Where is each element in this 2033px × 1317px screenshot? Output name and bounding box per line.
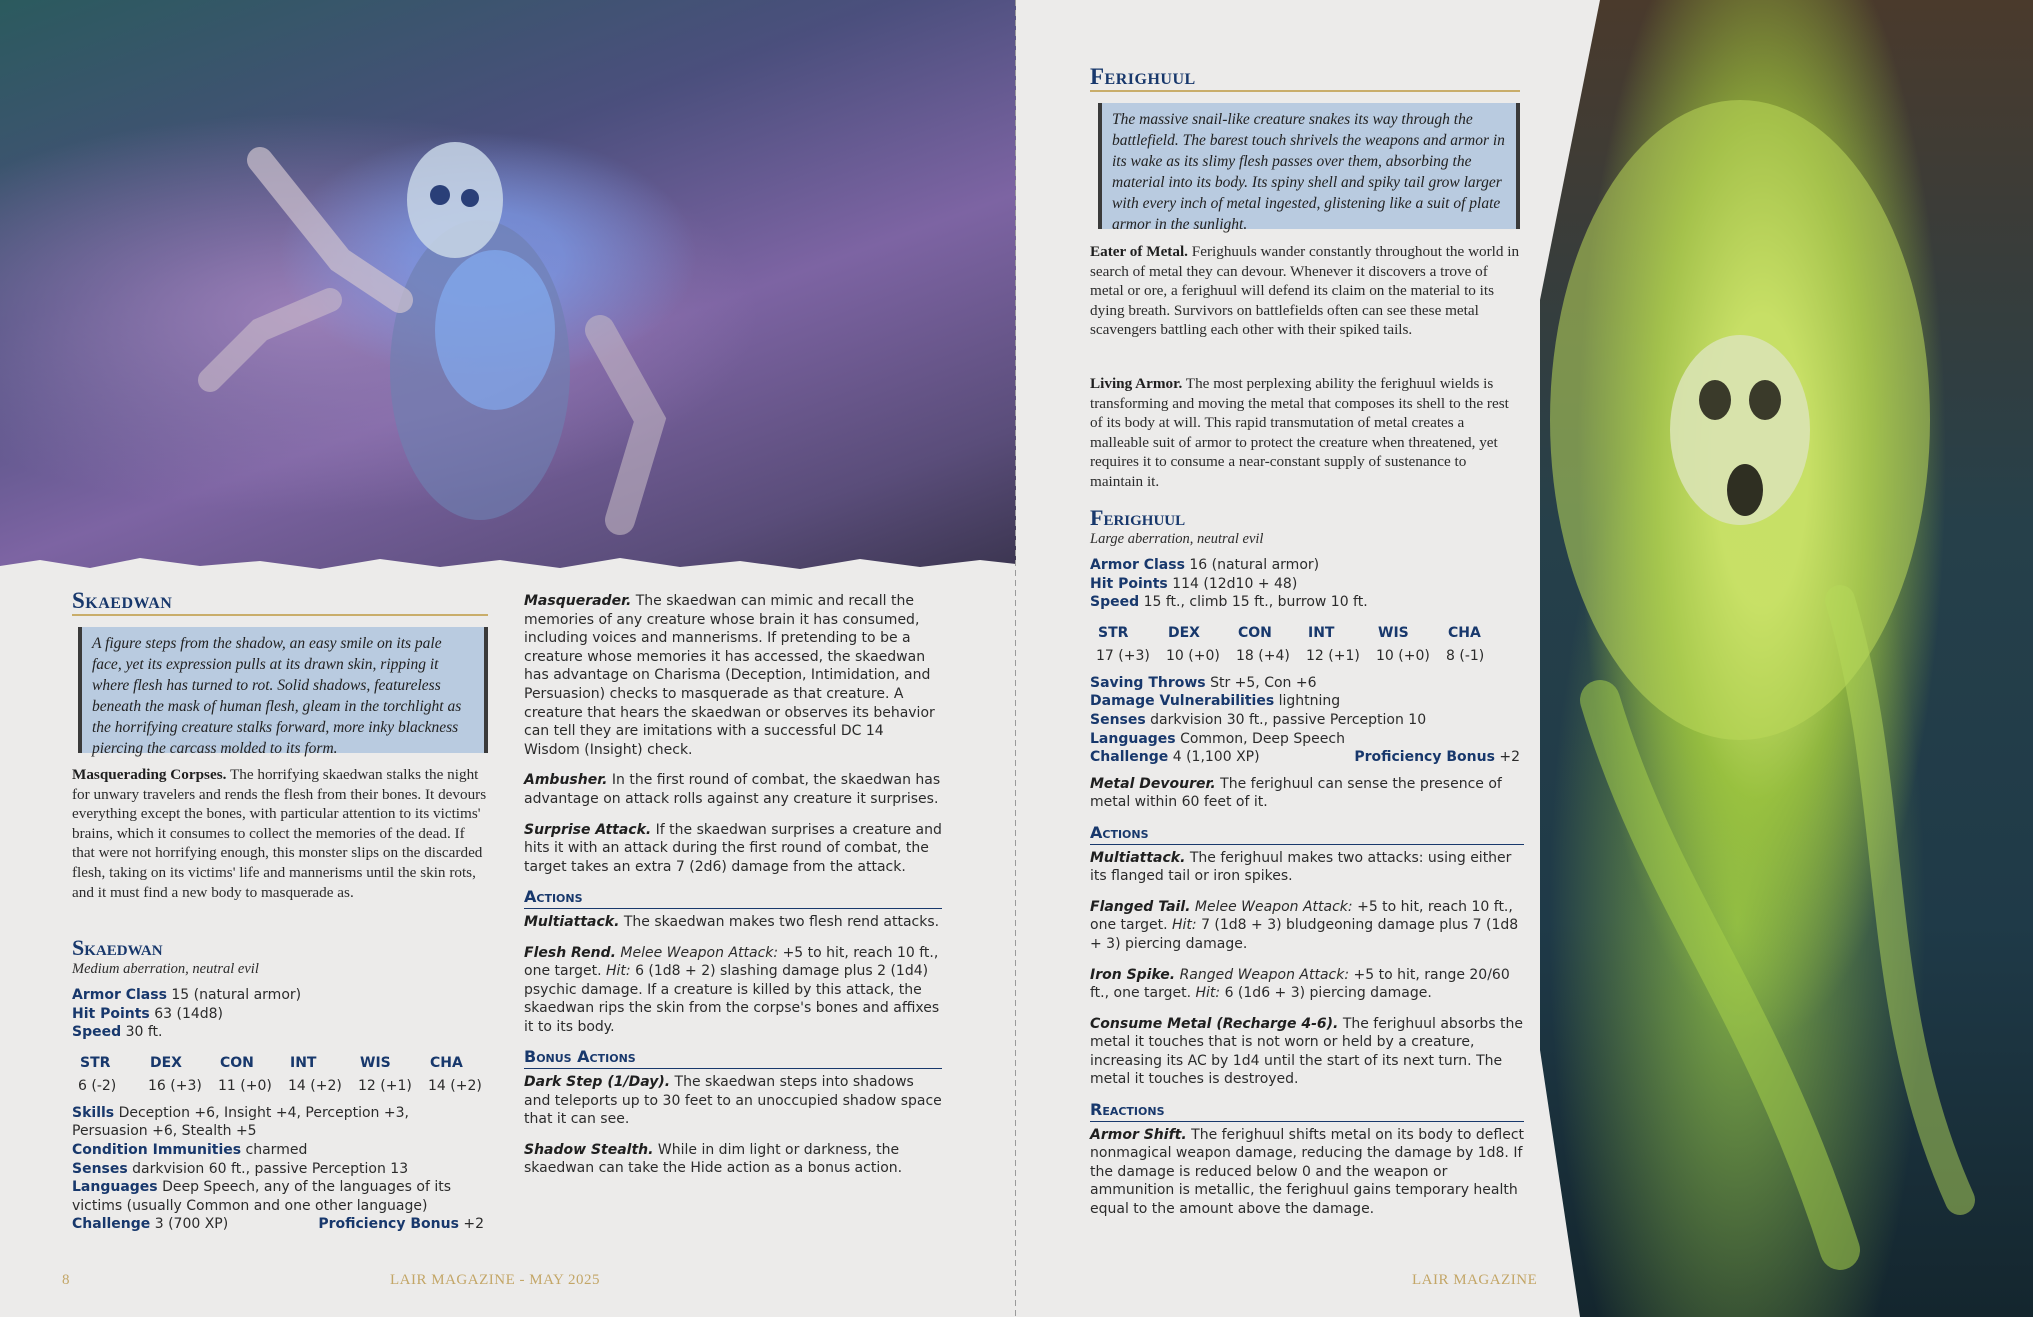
skaedwan-figure [0,0,1016,570]
senses-row: Senses darkvision 30 ft., passive Perception 10 [1090,711,1427,728]
lore-text: Ferighuuls wander constantly throughout the world in search of metal they can devour. Whenever it discovers a trove of metal or ore, a ferighuul will defend its claim on the material to its dying breath. Survivors on battlefields often can see these metal scavengers battling each other with their spiked tails. [1090,243,1520,339]
actions-header: Actions [524,888,942,909]
armor-class-row: Armor Class 15 (natural armor) [72,987,302,1003]
trait-metal-devourer: Metal Devourer. The ferighuul can sense the presence of metal within 60 feet of it. [1090,775,1502,811]
saving-throws-row: Saving Throws Str +5, Con +6 [1090,674,1317,691]
ability-name: CHA [430,1054,463,1071]
statblock-type: Medium aberration, neutral evil [72,961,259,977]
lore-title: Masquerading Corpses. [72,766,227,783]
action-flesh-rend: Flesh Rend. Melee Weapon Attack: +5 to hit, reach 10 ft., one target. Hit: 6 (1d8 + 2) slashing damage plus 2 (1d4) psychic damage. If a creature is killed by this attack, the skaedwan rips the skin from the corpse's bones and affixes it to its body. [524,944,940,1035]
hit-points-row: Hit Points 63 (14d8) [72,1005,224,1022]
ability-name: WIS [360,1054,391,1071]
ability-scores [72,1052,488,1098]
header-rule [1090,90,1520,92]
proficiency-bonus: Proficiency Bonus +2 [1354,749,1520,766]
hit-points-row: Hit Points 114 (12d10 + 48) [1090,575,1298,592]
ability-value: 6 (-2) [78,1077,117,1094]
bonus-dark-step: Dark Step (1/Day). The skaedwan steps into shadows and teleports up to 30 feet to an unoccupied shadow space that it can see. [524,1074,942,1128]
reactions-header: Reactions [1090,1101,1524,1122]
left-page [0,0,1016,1317]
action-flanged-tail: Flanged Tail. Melee Weapon Attack: +5 to hit, reach 10 ft., one target. Hit: 7 (1d8 + 3) bludgeoning damage plus 7 (1d8 + 3) piercing damage. [1090,898,1519,952]
ferighuul-figure [1540,0,2033,1317]
lore-title: Living Armor. [1090,375,1183,392]
ability-value: 8 (-1) [1446,647,1485,664]
ferighuul-statblock [1090,506,1524,1231]
reaction-armor-shift: Armor Shift. The ferighuul shifts metal on its body to deflect nonmagical weapon damage, reducing the damage by 1d8. If the damage is reduced below 0 and the weapon or ammunition is metallic, the ferighuul gains temporary health equal to the amount above the damage. [1090,1126,1525,1218]
ability-value: 14 (+2) [428,1077,482,1094]
languages-row: Languages Deep Speech, any of the languages of its victims (usually Common and one other language) [72,1179,451,1214]
ferighuul-header: Ferighuul [1090,64,1196,89]
proficiency-bonus: Proficiency Bonus +2 [318,1216,484,1233]
ability-value: 18 (+4) [1236,647,1290,664]
actions-header: Actions [1090,824,1524,845]
ability-value: 11 (+0) [218,1077,272,1094]
bonus-shadow-stealth: Shadow Stealth. While in dim light or darkness, the skaedwan can take the Hide action as a bonus action. [524,1141,903,1177]
ability-name: STR [1098,624,1129,641]
trait-ambusher: Ambusher. In the first round of combat, the skaedwan has advantage on attack rolls against any creature it surprises. [524,772,941,807]
ability-value: 16 (+3) [148,1077,202,1094]
ferighuul-lore-2 [1090,374,1520,492]
skaedwan-flavor-text: A figure steps from the shadow, an easy smile on its pale face, yet its expression pulls at its drawn skin, ripping it where flesh has turned to rot. Solid shadows, featureless beneath the mask of human flesh, gleam in the torchlight as the horrifying creature stalks forward, more inky blackness piercing the carcass molded to its form. [78,627,488,753]
ability-name: CHA [1448,624,1481,641]
skaedwan-statblock [72,936,488,1234]
skaedwan-header: Skaedwan [72,588,173,613]
ability-name: CON [1238,624,1272,641]
ability-name: STR [80,1054,111,1071]
skills-row: Skills Deception +6, Insight +4, Perception +3, Persuasion +6, Stealth +5 [72,1104,409,1140]
footer-text: LAIR MAGAZINE - MAY 2025 [390,1272,601,1288]
ability-scores [1090,622,1524,668]
ability-name: DEX [1168,624,1200,641]
condition-immunities-row: Condition Immunities charmed [72,1141,308,1158]
action-multiattack: Multiattack. The skaedwan makes two flesh rend attacks. [524,913,940,930]
page-number: 8 [62,1272,70,1288]
speed-row: Speed 15 ft., climb 15 ft., burrow 10 ft. [1090,594,1368,611]
lore-text: The horrifying skaedwan stalks the night for unwary travelers and rends the flesh from their bones. It devours everything except the bones, with particular attention to its victims' brains, which it consumes to collect the memories of the dead. If that were not horrifying enough, this monster slips on the discarded flesh, taking on its victims' life and mannerisms until the skin rots, and it must find a new body to masquerade as. [72,766,487,901]
lore-text: The most perplexing ability the ferighuul wields is transforming and moving the metal that composes its shell to the rest of its body at will. This rapid transmutation of metal creates a malleable suit of armor to protect the creature when threatened, yet requires it to consume a near-constant supply of sustenance to maintain it. [1090,375,1509,490]
action-consume-metal: Consume Metal (Recharge 4-6). The ferighuul absorbs the metal it touches that is not worn or held by a creature, increasing its AC by 1d4 until the start of its next turn. The metal it touches is destroyed. [1090,1015,1524,1088]
ability-name: DEX [150,1054,182,1071]
skaedwan-lore [72,765,488,902]
ferighuul-flavor-text: The massive snail-like creature snakes its way through the battlefield. The barest touch shrivels the weapons and armor in its wake as its slimy flesh passes over them, absorbing the material into its body. Its spiny shell and spiky tail grow larger with every inch of metal ingested, glistening like a suit of plate armor in the sunlight. [1098,103,1520,229]
footer-text: LAIR MAGAZINE [1412,1272,1538,1288]
header-rule [72,614,488,616]
skaedwan-traits-column [524,592,942,1190]
ability-value: 12 (+1) [358,1077,412,1094]
ability-name: INT [290,1054,317,1071]
speed-row: Speed 30 ft. [72,1024,163,1041]
trait-surprise-attack: Surprise Attack. If the skaedwan surprises a creature and hits it with an attack during the first round of combat, the target takes an extra 7 (2d6) damage from the attack. [524,821,942,875]
ferighuul-lore-1 [1090,242,1520,340]
action-multiattack: Multiattack. The ferighuul makes two attacks: using either its flanged tail or iron spikes. [1090,849,1512,885]
ability-value: 17 (+3) [1096,647,1150,664]
action-iron-spike: Iron Spike. Ranged Weapon Attack: +5 to hit, range 20/60 ft., one target. Hit: 6 (1d6 + 3) piercing damage. [1090,966,1510,1002]
skaedwan-illustration [0,0,1016,570]
ability-name: WIS [1378,624,1409,641]
statblock-type: Large aberration, neutral evil [1090,531,1264,547]
challenge-row: Challenge 4 (1,100 XP) Proficiency Bonus +2 [1090,749,1520,766]
armor-class-row: Armor Class 16 (natural armor) [1090,557,1320,573]
statblock-name: Skaedwan [72,935,163,960]
trait-masquerader: Masquerader. The skaedwan can mimic and recall the memories of any creature whose brain it has consumed, including voices and mannerisms. If pretending to be a creature whose memories it has accessed, the skaedwan has advantage on Charisma (Deception, Intimidation, and Persuasion) checks to masquerade as that creature. A creature that hears the skaedwan or observes its behavior can tell they are imitations with a successful DC 14 Wisdom (Insight) check. [524,593,935,758]
damage-vulnerabilities-row: Damage Vulnerabilities lightning [1090,693,1341,710]
ability-name: INT [1308,624,1335,641]
ability-value: 14 (+2) [288,1077,342,1094]
torn-edge [0,552,1016,578]
ability-value: 10 (+0) [1376,647,1430,664]
ferighuul-illustration [1540,0,2033,1317]
lore-title: Eater of Metal. [1090,243,1188,260]
ability-name: CON [220,1054,254,1071]
challenge-row: Challenge 3 (700 XP) Proficiency Bonus +2 [72,1216,484,1233]
ability-value: 12 (+1) [1306,647,1360,664]
bonus-actions-header: Bonus Actions [524,1048,942,1069]
languages-row: Languages Common, Deep Speech [1090,730,1345,747]
senses-row: Senses darkvision 60 ft., passive Perception 13 [72,1160,409,1177]
ability-value: 10 (+0) [1166,647,1220,664]
statblock-name: Ferighuul [1090,505,1186,530]
